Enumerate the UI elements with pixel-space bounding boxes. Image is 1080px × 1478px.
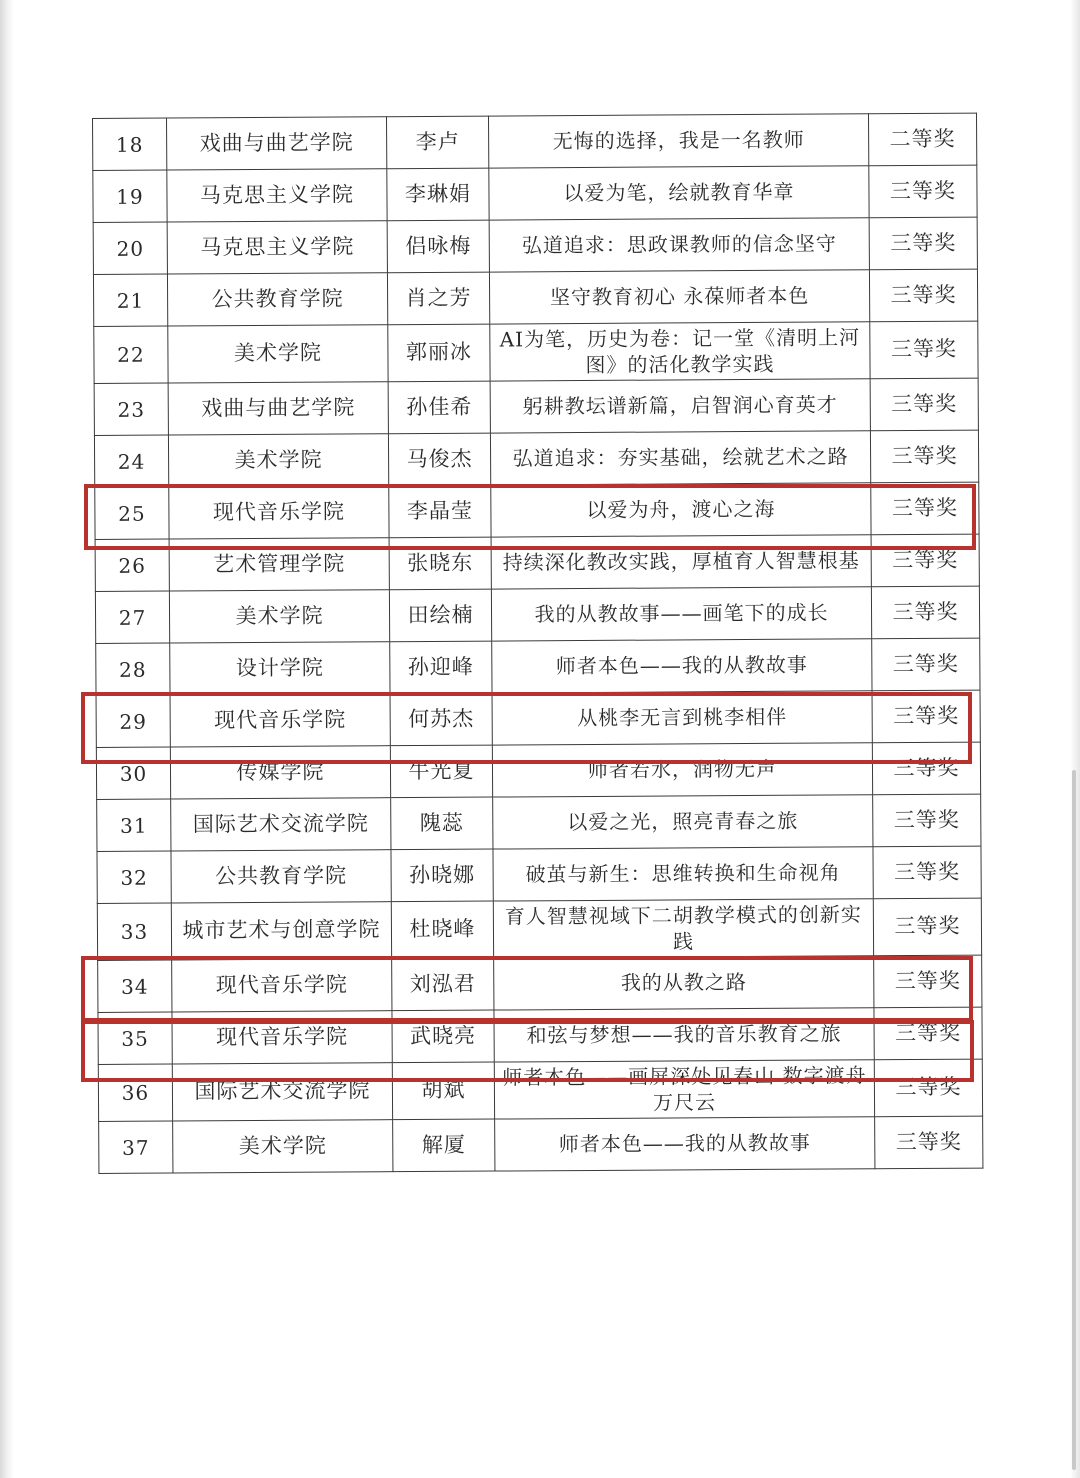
row-number: 18 [93,118,167,170]
table-row [97,794,981,851]
table-row [95,586,979,643]
college-cell: 美术学院 [173,1120,393,1173]
award-cell: 三等奖 [874,1007,982,1060]
scrollbar[interactable] [1072,770,1076,1470]
name-cell: 马俊杰 [388,433,490,486]
table-row [95,482,979,539]
row-number: 27 [95,591,169,643]
award-cell: 三等奖 [872,742,980,795]
name-cell: 侣咏梅 [387,220,489,273]
essay-title-cell: 破茧与新生：思维转换和生命视角 [493,847,873,901]
table-row [97,846,981,903]
row-number: 20 [93,222,167,274]
name-cell: 李晶莹 [389,485,491,538]
college-cell: 戏曲与曲艺学院 [168,382,388,435]
college-cell: 设计学院 [170,642,390,695]
essay-title-cell: 师者本色——我的从教故事 [492,639,872,693]
award-cell: 三等奖 [870,321,978,379]
award-cell: 三等奖 [873,898,981,956]
row-number: 33 [97,903,171,960]
name-cell: 解厦 [393,1119,495,1172]
name-cell: 郭丽冰 [388,324,490,382]
award-cell: 二等奖 [868,113,976,166]
essay-title-cell: 弘道追求：夯实基础，绘就艺术之路 [490,431,870,485]
college-cell: 美术学院 [168,434,388,487]
award-cell: 三等奖 [874,1059,982,1117]
award-cell: 三等奖 [871,534,979,587]
essay-title-cell: 我的从教故事——画笔下的成长 [491,587,871,641]
college-cell: 公共教育学院 [167,273,387,326]
row-number: 19 [93,170,167,222]
essay-title-cell: 以爱为笔，绘就教育华章 [489,166,869,220]
award-cell: 三等奖 [871,586,979,639]
row-number: 35 [98,1012,172,1064]
name-cell: 孙晓娜 [391,849,493,902]
name-cell: 孙迎峰 [390,641,492,694]
name-cell: 牛光夏 [390,745,492,798]
name-cell: 孙佳希 [388,381,490,434]
award-cell: 三等奖 [870,378,978,431]
award-cell: 三等奖 [869,165,977,218]
award-cell: 三等奖 [872,690,980,743]
essay-title-cell: 从桃李无言到桃李相伴 [492,691,872,745]
award-cell: 三等奖 [875,1116,983,1169]
table-row [98,1059,982,1121]
name-cell: 李琳娟 [387,168,489,221]
essay-title-cell: 持续深化教改实践，厚植育人智慧根基 [491,535,871,589]
award-cell: 三等奖 [869,217,977,270]
name-cell: 李卢 [386,116,488,169]
essay-title-cell: 躬耕教坛谱新篇，启智润心育英才 [490,379,870,433]
row-number: 32 [97,851,171,903]
award-cell: 三等奖 [870,430,978,483]
table-row [99,1116,983,1173]
name-cell: 肖之芳 [387,272,489,325]
essay-title-cell: 我的从教之路 [494,956,874,1010]
essay-title-cell: 以爱为舟，渡心之海 [491,483,871,537]
essay-title-cell: 育人智慧视域下二胡教学模式的创新实践 [493,899,873,958]
row-number: 25 [95,487,169,539]
award-cell: 三等奖 [873,794,981,847]
table-row [94,321,978,383]
table-row [96,742,980,799]
row-number: 30 [96,747,170,799]
college-cell: 艺术管理学院 [169,538,389,591]
essay-title-cell: 无悔的选择，我是一名教师 [488,114,868,168]
name-cell: 何苏杰 [390,693,492,746]
essay-title-cell: 以爱之光，照亮青春之旅 [493,795,873,849]
college-cell: 国际艺术交流学院 [171,798,391,851]
name-cell: 张晓东 [389,537,491,590]
essay-title-cell: AI为笔，历史为卷：记一堂《清明上河图》的活化教学实践 [490,322,870,381]
table-row [93,113,977,170]
table-row [95,534,979,591]
table-row [98,955,982,1012]
essay-title-cell: 弘道追求：思政课教师的信念坚守 [489,218,869,272]
college-cell: 现代音乐学院 [169,486,389,539]
row-number: 23 [94,383,168,435]
name-cell: 胡斌 [392,1062,494,1120]
essay-title-cell: 师者若水，润物无声 [492,743,872,797]
college-cell: 公共教育学院 [171,850,391,903]
name-cell: 田绘楠 [389,589,491,642]
award-table [92,113,983,1174]
row-number: 28 [96,643,170,695]
table-row [94,430,978,487]
college-cell: 现代音乐学院 [172,1011,392,1064]
table-row [96,690,980,747]
row-number: 37 [99,1121,173,1173]
college-cell: 马克思主义学院 [167,221,387,274]
college-cell: 马克思主义学院 [167,169,387,222]
table-row [94,378,978,435]
award-cell: 三等奖 [869,269,977,322]
award-cell: 三等奖 [871,482,979,535]
name-cell: 隗蕊 [391,797,493,850]
essay-title-cell: 和弦与梦想——我的音乐教育之旅 [494,1008,874,1062]
college-cell: 美术学院 [168,325,388,383]
college-cell: 国际艺术交流学院 [172,1063,392,1121]
award-table-body [93,113,983,1173]
row-number: 26 [95,539,169,591]
college-cell: 戏曲与曲艺学院 [167,117,387,170]
name-cell: 武晓亮 [392,1010,494,1063]
row-number: 29 [96,695,170,747]
row-number: 22 [94,326,168,383]
award-cell: 三等奖 [874,955,982,1008]
award-cell: 三等奖 [872,638,980,691]
table-row [93,217,977,274]
table-row [98,1007,982,1064]
row-number: 21 [93,274,167,326]
row-number: 36 [98,1064,172,1121]
essay-title-cell: 师者本色——画屏深处见春山 数字渡舟万尺云 [494,1060,874,1119]
page-edge-shadow [0,0,14,1478]
row-number: 31 [97,799,171,851]
name-cell: 刘泓君 [392,958,494,1011]
table-row [97,898,981,960]
college-cell: 美术学院 [169,590,389,643]
table-row [93,165,977,222]
essay-title-cell: 师者本色——我的从教故事 [495,1117,875,1171]
row-number: 24 [94,435,168,487]
college-cell: 城市艺术与创意学院 [171,902,391,960]
table-row [96,638,980,695]
essay-title-cell: 坚守教育初心 永葆师者本色 [489,270,869,324]
name-cell: 杜晓峰 [391,901,493,959]
college-cell: 现代音乐学院 [170,694,390,747]
award-cell: 三等奖 [873,846,981,899]
table-row [93,269,977,326]
college-cell: 传媒学院 [170,746,390,799]
college-cell: 现代音乐学院 [172,959,392,1012]
row-number: 34 [98,960,172,1012]
